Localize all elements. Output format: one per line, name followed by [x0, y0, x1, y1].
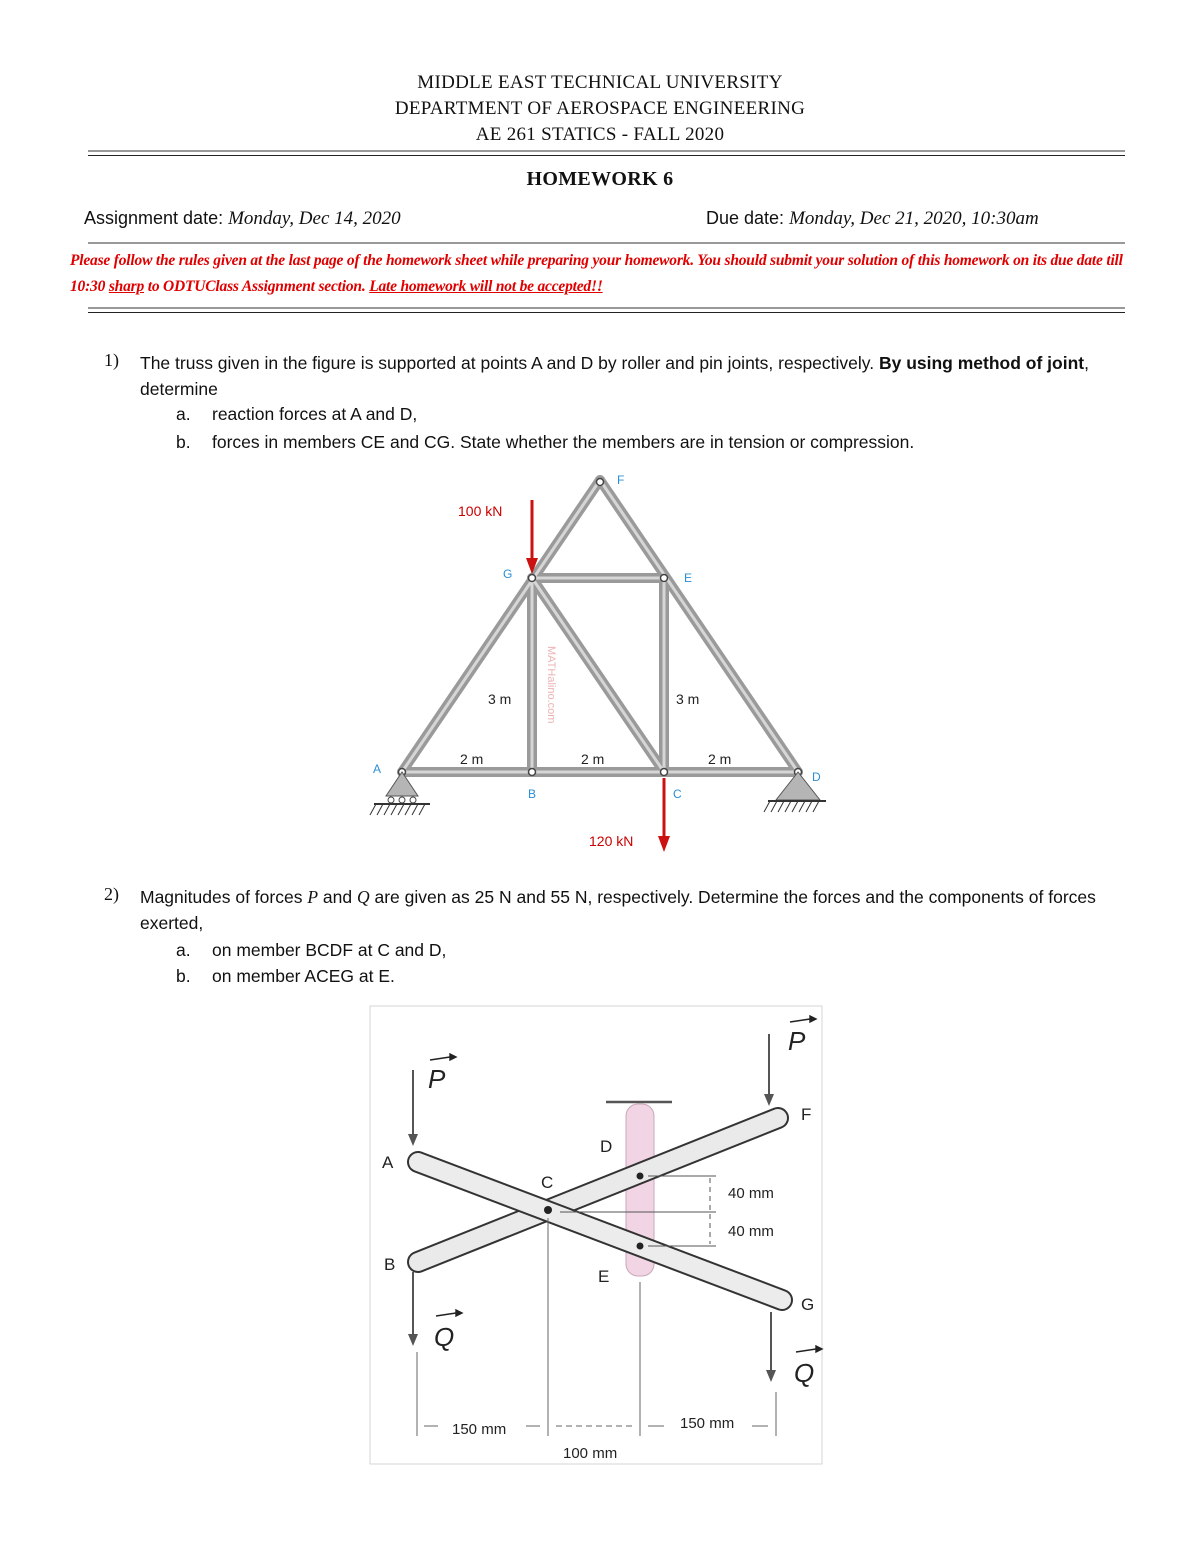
header-divider-line — [88, 155, 1125, 156]
q2-item-a-label: a. — [176, 940, 191, 960]
q1-text-start: The truss given in the figure is supported at points A and D by roller and pin joints, respectively. — [140, 353, 879, 373]
notice-sharp: sharp — [108, 278, 145, 295]
q2-item-b — [176, 966, 395, 987]
dim-150mm-left: 150 mm — [452, 1421, 507, 1438]
label-B: B — [528, 787, 537, 801]
truss-figure — [360, 465, 840, 860]
dim-40mm-top: 40 mm — [728, 1185, 774, 1202]
question-2-number: 2) — [104, 884, 119, 904]
notice-text-2: to ODTUClass Assignment section. — [144, 278, 370, 295]
q1-text-bold: By using method of joint — [878, 353, 1085, 373]
dates-divider — [88, 242, 1125, 244]
watermark: MATHalino.com — [545, 646, 557, 724]
joint-F — [597, 479, 604, 486]
q1-item-b-text: forces in members CE and CG. State whether the members are in tension or compression. — [212, 432, 915, 452]
q2-item-b-label: b. — [176, 966, 191, 986]
label-C: C — [673, 787, 682, 801]
dim-150mm-right: 150 mm — [680, 1415, 735, 1432]
department-name: DEPARTMENT OF AEROSPACE ENGINEERING — [394, 98, 806, 119]
notice-text: Please follow the rules given at the last page of the homework sheet while preparing your homework. You should submit your solution of this homework on its due date till 10:30 — [70, 252, 1123, 295]
truss-members — [402, 480, 798, 772]
header-divider — [88, 150, 1125, 152]
load-120kN-label: 120 kN — [589, 833, 634, 849]
label-Q-right: Q — [794, 1358, 815, 1388]
joint-G — [529, 575, 536, 582]
assignment-date-label: Assignment date: — [84, 208, 224, 228]
label-G: G — [503, 567, 513, 581]
joint-E — [661, 575, 668, 582]
truss-joints — [399, 479, 802, 776]
q1-item-a — [176, 404, 417, 425]
question-2-text — [140, 884, 1132, 936]
q2-vector-Q: Q — [356, 887, 370, 907]
university-name: MIDDLE EAST TECHNICAL UNIVERSITY — [417, 72, 783, 93]
pin-E — [637, 1243, 644, 1250]
frame-figure — [365, 1003, 825, 1473]
dimension-labels — [460, 691, 731, 767]
due-date-label: Due date: — [706, 208, 785, 228]
load-100kN-label: 100 kN — [458, 503, 503, 519]
pin-D — [637, 1173, 644, 1180]
q1-item-b-label: b. — [176, 432, 191, 452]
label-A: A — [373, 762, 382, 776]
joint-B — [529, 769, 536, 776]
pin-C — [544, 1206, 552, 1214]
dim-height-left: 3 m — [488, 691, 512, 707]
q2-text-b: and — [318, 887, 357, 907]
label-B: B — [384, 1255, 396, 1274]
label-P-right: P — [788, 1026, 806, 1056]
dim-width-1: 2 m — [460, 751, 484, 767]
dim-width-2: 2 m — [581, 751, 605, 767]
label-C: C — [541, 1173, 554, 1192]
q2-item-b-text: on member ACEG at E. — [212, 966, 395, 986]
question-1-number: 1) — [104, 350, 119, 370]
label-F: F — [801, 1105, 812, 1124]
label-G: G — [801, 1295, 815, 1314]
label-Q-left: Q — [434, 1322, 455, 1352]
question-1-text — [140, 350, 1132, 402]
homework-rules-notice — [70, 248, 1130, 300]
q2-text-c: are given as 25 N and 55 N, respectively. Determine the forces and the components of forces exerted, — [140, 887, 1096, 933]
q2-text-a: Magnitudes of forces — [140, 887, 308, 907]
assignment-date — [84, 208, 401, 230]
truss-member-highlights — [402, 480, 798, 772]
load-100kN-arrow — [526, 500, 538, 574]
label-E: E — [598, 1267, 610, 1286]
q1-item-a-text: reaction forces at A and D, — [212, 404, 418, 424]
dim-40mm-bottom: 40 mm — [728, 1223, 774, 1240]
dim-height-right: 3 m — [676, 691, 700, 707]
joint-C — [661, 769, 668, 776]
course-title: AE 261 STATICS - FALL 2020 — [475, 124, 725, 145]
q1-item-a-label: a. — [176, 404, 191, 424]
q2-vector-P: P — [307, 887, 319, 907]
due-date — [706, 208, 1039, 230]
notice-late-warning: Late homework will not be accepted!! — [369, 278, 603, 295]
due-date-value: Monday, Dec 21, 2020, 10:30am — [789, 208, 1039, 229]
label-F: F — [617, 473, 625, 487]
homework-title: HOMEWORK 6 — [526, 168, 674, 190]
notice-divider — [88, 307, 1125, 309]
label-D: D — [812, 770, 821, 784]
label-E: E — [684, 571, 693, 585]
label-D: D — [600, 1137, 613, 1156]
label-P-left: P — [428, 1064, 446, 1094]
q1-item-b — [176, 432, 914, 453]
q2-item-a — [176, 940, 446, 961]
q1-text-end: , determine — [140, 353, 1089, 399]
notice-divider-line — [88, 312, 1125, 313]
load-120kN-arrow — [658, 778, 670, 852]
dim-width-3: 2 m — [708, 751, 732, 767]
assignment-date-value: Monday, Dec 14, 2020 — [228, 208, 401, 229]
dim-100mm: 100 mm — [563, 1445, 618, 1462]
support-A-roller — [370, 772, 430, 815]
label-A: A — [382, 1153, 394, 1172]
q2-item-a-text: on member BCDF at C and D, — [212, 940, 447, 960]
